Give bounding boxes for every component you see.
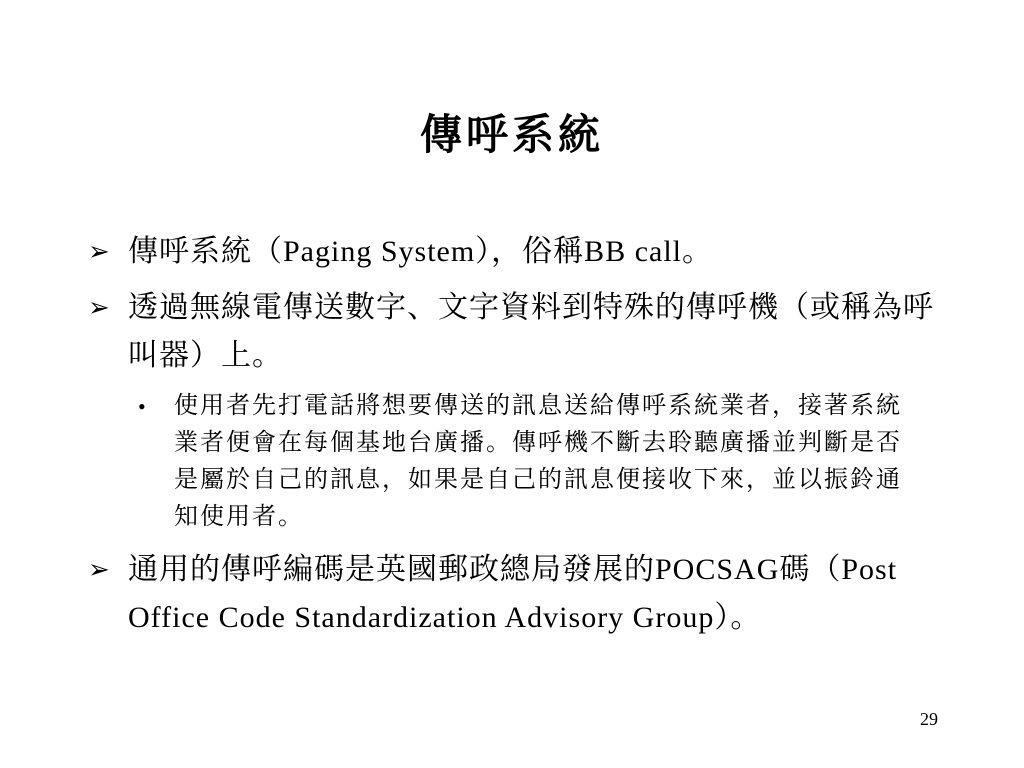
dot-bullet-icon: • xyxy=(138,394,148,419)
sub-bullet-item xyxy=(138,388,916,536)
bullet-item xyxy=(88,284,958,380)
bullet-item xyxy=(88,228,958,276)
page-number: 29 xyxy=(920,709,938,729)
arrow-bullet-icon: ➢ xyxy=(88,555,111,584)
slide-title: 傳呼系統 xyxy=(419,113,604,159)
bullet-item xyxy=(88,546,958,642)
bullet-text: 通用的傳呼編碼是英國郵政總局發展的POCSAG碼（Post Office Code Standardization Advisory Group）。 xyxy=(128,553,898,634)
sub-bullet-text: 使用者先打電話將想要傳送的訊息送給傳呼系統業者，接著系統業者便會在每個基地台廣播。傳呼機不斷去聆聽廣播並判斷是否是屬於自己的訊息，如果是自己的訊息便接收下來，並以振鈴通知使用者。 xyxy=(174,393,902,530)
bullet-text: 傳呼系統（Paging System），俗稱BB call。 xyxy=(128,235,713,268)
slide-content xyxy=(88,228,958,650)
arrow-bullet-icon: ➢ xyxy=(88,293,111,322)
arrow-bullet-icon: ➢ xyxy=(88,237,111,266)
bullet-text: 透過無線電傳送數字、文字資料到特殊的傳呼機（或稱為呼叫器）上。 xyxy=(128,291,934,372)
